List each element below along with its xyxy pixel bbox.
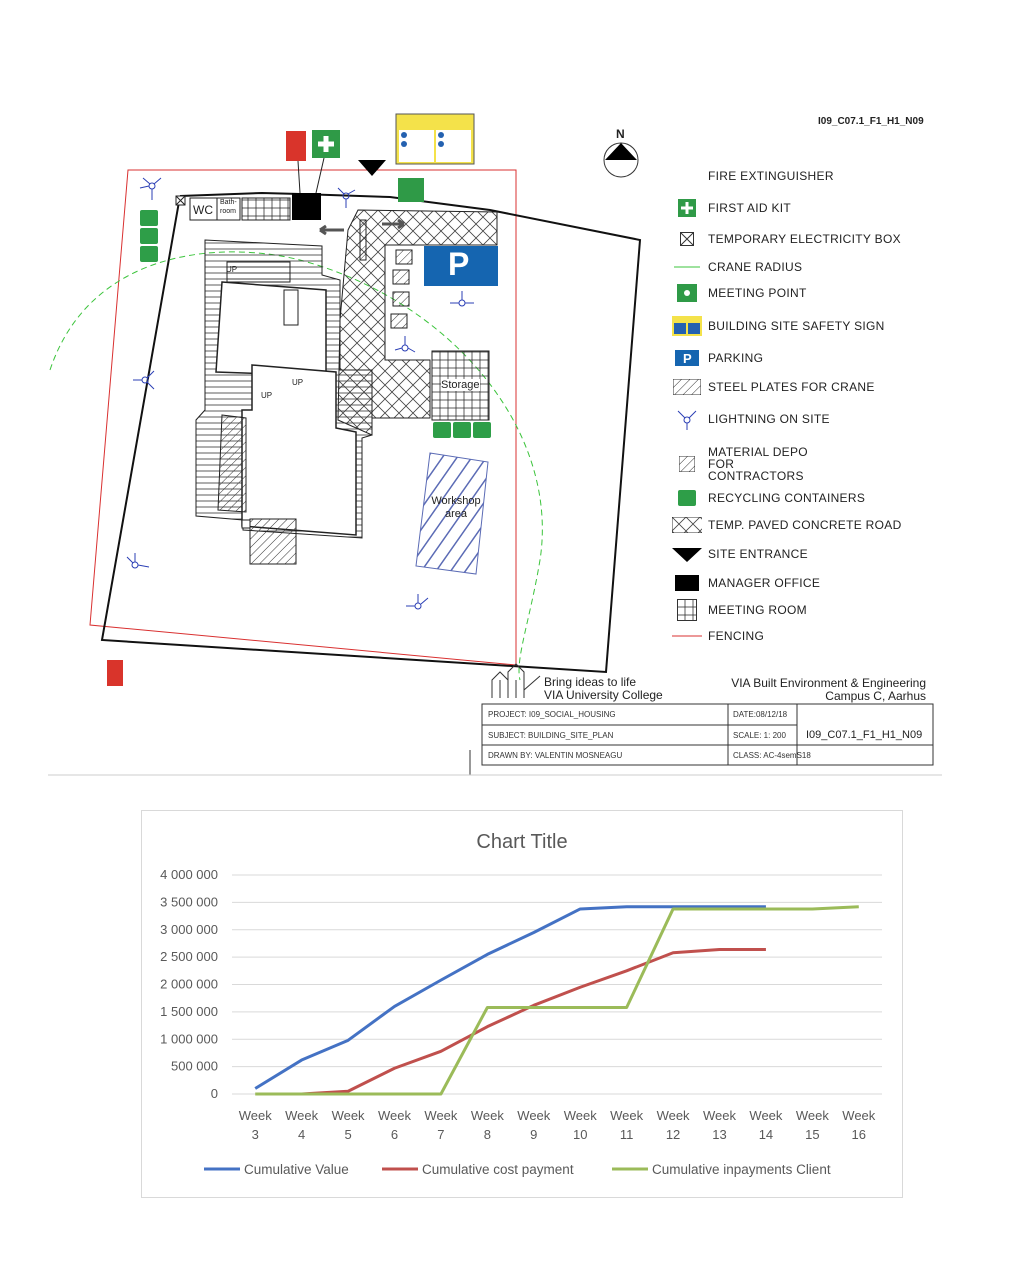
y-tick-label: 1 000 000 <box>160 1031 218 1047</box>
legend-item: MEETING POINT <box>672 280 807 306</box>
bathroom-label: Bath-room <box>220 199 237 215</box>
y-tick-label: 3 500 000 <box>160 894 218 910</box>
institution-line1: VIA Built Environment & Engineering <box>731 676 926 690</box>
legend-item: MANAGER OFFICE <box>672 570 820 596</box>
slogan-line2: VIA University College <box>544 688 663 702</box>
safety-sign-board <box>396 114 474 164</box>
x-tick-label: 8 <box>483 1127 491 1142</box>
electricity-box-icon <box>672 228 702 250</box>
date-field: DATE:08/12/18 <box>733 710 788 719</box>
concrete-road-icon <box>672 514 702 536</box>
up-label-3: UP <box>292 378 304 387</box>
site-entrance-icon <box>672 543 702 565</box>
first-aid-icon <box>672 197 702 219</box>
y-tick-label: 2 500 000 <box>160 949 218 965</box>
fire-extinguisher-sign <box>286 131 306 161</box>
legend-item: FIRST AID KIT <box>672 195 791 221</box>
x-tick-label: Week <box>656 1108 690 1123</box>
manager-office-icon <box>672 572 702 594</box>
drawn-by-field: DRAWN BY: VALENTIN MOSNEAGU <box>488 751 623 760</box>
x-tick-label: Week <box>610 1108 644 1123</box>
line-chart <box>142 811 902 1197</box>
institution-line2: Campus C, Aarhus <box>825 689 926 703</box>
chart-title: Chart Title <box>476 831 568 853</box>
scale-field: SCALE: 1: 200 <box>733 731 786 740</box>
x-tick-label: Week <box>470 1108 504 1123</box>
y-tick-label: 1 500 000 <box>160 1003 218 1019</box>
x-tick-label: Week <box>563 1108 597 1123</box>
x-tick-label: 12 <box>665 1127 681 1142</box>
parking-icon <box>672 347 702 369</box>
x-tick-label: 10 <box>572 1127 588 1142</box>
x-tick-label: 16 <box>851 1127 867 1142</box>
legend-item: MEETING ROOM <box>672 597 807 623</box>
x-tick-label: 5 <box>344 1127 352 1142</box>
legend-item: CRANE RADIUS <box>672 254 802 280</box>
crane-radius-line <box>672 256 702 278</box>
x-tick-label: 4 <box>298 1127 306 1142</box>
legend-item: FIRE EXTINGUISHER <box>672 163 834 189</box>
via-logo <box>492 664 540 698</box>
material-depo-icon <box>672 453 702 475</box>
fencing-line <box>672 625 702 647</box>
drawing-code-label: I09_C07.1_F1_H1_N09 <box>818 116 924 127</box>
y-tick-label: 3 000 000 <box>160 921 218 937</box>
subject-field: SUBJECT: BUILDING_SITE_PLAN <box>488 731 614 740</box>
meeting-point-sign <box>398 178 424 202</box>
series-line-2 <box>255 907 859 1094</box>
svg-text:P: P <box>683 351 692 366</box>
x-tick-label: 15 <box>805 1127 820 1142</box>
legend-item: P PARKING <box>672 345 763 371</box>
chart-panel <box>141 810 903 1198</box>
lightning-icon <box>672 408 702 430</box>
x-tick-label: Week <box>331 1108 365 1123</box>
x-tick-label: 13 <box>712 1127 727 1142</box>
legend-item: STEEL PLATES FOR CRANE <box>672 374 875 400</box>
x-tick-label: Week <box>517 1108 551 1123</box>
legend-item: RECYCLING CONTAINERS <box>672 485 865 511</box>
y-tick-label: 500 000 <box>171 1058 218 1074</box>
x-tick-label: 11 <box>619 1127 634 1142</box>
y-tick-label: 0 <box>210 1086 218 1101</box>
slogan-line1: Bring ideas to life <box>544 675 637 689</box>
legend-label: Cumulative inpayments Client <box>652 1162 831 1177</box>
legend-item: MATERIAL DEPO FOR CONTRACTORS <box>672 449 828 479</box>
north-label: N <box>616 127 625 141</box>
x-tick-label: 9 <box>530 1127 538 1142</box>
legend-label: Cumulative Value <box>244 1162 349 1177</box>
x-tick-label: Week <box>795 1108 829 1123</box>
legend-item: LIGHTNING ON SITE <box>672 406 830 432</box>
up-label-2: UP <box>261 391 273 400</box>
up-label-1: UP <box>226 265 238 274</box>
manager-office <box>292 193 321 220</box>
legend-label: Cumulative cost payment <box>422 1162 574 1177</box>
x-tick-label: 7 <box>437 1127 445 1142</box>
y-tick-label: 2 000 000 <box>160 976 218 992</box>
recycling-icon <box>672 487 702 509</box>
project-field: PROJECT: I09_SOCIAL_HOUSING <box>488 710 616 719</box>
x-tick-label: Week <box>842 1108 876 1123</box>
material-depo <box>391 250 412 328</box>
title-block-code: I09_C07.1_F1_H1_N09 <box>806 729 923 741</box>
legend-item: TEMP. PAVED CONCRETE ROAD <box>672 512 902 538</box>
x-tick-label: Week <box>749 1108 783 1123</box>
legend-item: FENCING <box>672 623 764 649</box>
meeting-point-icon <box>672 282 702 304</box>
legend-item: TEMPORARY ELECTRICITY BOX <box>672 226 901 252</box>
wc-label: WC <box>193 203 213 217</box>
x-tick-label: 3 <box>251 1127 259 1142</box>
x-tick-label: Week <box>424 1108 458 1123</box>
x-tick-label: 6 <box>390 1127 399 1142</box>
x-tick-label: Week <box>378 1108 411 1123</box>
y-tick-label: 4 000 000 <box>160 867 218 882</box>
parking-label: P <box>448 246 470 282</box>
fire-extinguisher-icon <box>672 165 702 187</box>
legend-item: BUILDING SITE SAFETY SIGN <box>672 313 885 339</box>
legend-item: SITE ENTRANCE <box>672 541 808 567</box>
meeting-room-icon <box>672 599 702 621</box>
x-tick-label: Week <box>703 1108 736 1123</box>
series-line-0 <box>255 907 766 1089</box>
steel-plates-icon <box>672 376 702 398</box>
x-tick-label: 14 <box>758 1127 774 1142</box>
workshop-label: Workshop area <box>431 495 481 520</box>
x-tick-label: Week <box>285 1108 319 1123</box>
storage-label: Storage <box>441 379 480 391</box>
x-tick-label: Week <box>238 1108 272 1123</box>
class-field: CLASS: AC-4semS18 <box>733 751 811 760</box>
site-entrance-icon <box>358 160 386 176</box>
safety-sign-icon <box>672 315 702 337</box>
recycling-west <box>140 210 158 262</box>
